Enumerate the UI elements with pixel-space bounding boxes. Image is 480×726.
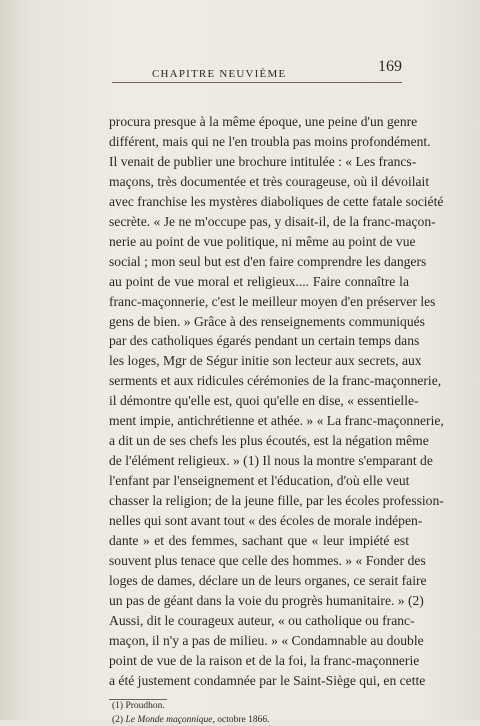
text-line: chasser la religion; de la jeune fille, par les écoles profession- (109, 493, 444, 509)
text-line: ment impie, antichrétienne et athée. » « La franc-maçonnerie, (109, 413, 444, 429)
text-line: procura presque à la même époque, une peine d'un genre (109, 114, 418, 129)
body-text (109, 112, 444, 691)
text-line: loges de dames, déclare un de leurs organes, ce serait faire (109, 572, 427, 588)
footnote-2-marker: (2) (112, 715, 124, 725)
footnote-1 (112, 700, 165, 712)
running-header (112, 56, 402, 83)
text-line: Aussi, dit le courageux auteur, « ou catholique ou franc- (109, 612, 415, 628)
text-line: au point de vue moral et religieux.... Faire connaître la (109, 273, 409, 289)
text-line: il démontre qu'elle est, quoi qu'elle en dise, « essentielle- (109, 393, 419, 409)
text-line: maçons, très documentée et très courageuse, où il dévoilait (109, 173, 430, 189)
text-line: maçon, il n'y a pas de milieu. » « Condamnable au double (109, 632, 424, 648)
text-line: un pas de géant dans la voie du progrès humanitaire. » (2) (109, 592, 424, 608)
text-line: par des catholiques égarés pendant un certain temps dans (109, 333, 420, 349)
text-line: dante » et des femmes, sachant que « leur impiété est (109, 533, 409, 549)
footnote-1-text: (1) Proudhon. (112, 701, 165, 711)
text-line: secrète. « Je ne m'occupe pas, y disait-il, de la franc-maçon- (109, 213, 436, 229)
text-line: avec franchise les mystères diaboliques de cette fatale société (109, 193, 444, 209)
text-line: l'enfant par l'enseignement et l'éducation, d'où elle veut (109, 473, 410, 489)
text-line: nelles qui sont avant tout « des écoles de morale indépen- (109, 513, 423, 529)
text-line: gens de bien. » Grâce à des renseignements communiqués (109, 313, 425, 329)
text-line: souvent plus tenace que celle des hommes. » « Fonder des (109, 552, 426, 568)
text-line: a été justement condamnée par le Saint-Siège qui, en cette (109, 672, 426, 688)
text-line: les loges, Mgr de Ségur initie son lecteur aux secrets, aux (109, 353, 422, 369)
chapter-title: CHAPITRE NEUVIÈME (152, 68, 287, 80)
text-line: social ; mon seul but est d'en faire comprendre les dangers (109, 253, 427, 269)
text-line: nerie au point de vue politique, ni même au point de vue (109, 233, 416, 249)
footnote-2-title: Le Monde maçonnique, (125, 715, 215, 725)
text-line: point de vue de la raison et de la foi, la franc-maçonnerie (109, 652, 420, 668)
footnote-2 (112, 714, 270, 726)
text-line: franc-maçonnerie, c'est le meilleur moyen d'en préserver les (109, 293, 436, 309)
text-line: différent, mais qui ne l'en troubla pas moins profondément. (109, 133, 431, 149)
text-line: de l'élément religieux. » (1) Il nous la montre s'emparant de (109, 453, 433, 469)
text-line: Il venait de publier une brochure intitulée : « Les francs- (109, 153, 417, 169)
footnote-2-date: octobre 1866. (217, 715, 270, 725)
text-line: serments et aux ridicules cérémonies de la franc-maçonnerie, (109, 373, 442, 389)
text-line: a dit un de ses chefs les plus écoutés, est la négation même (109, 433, 429, 449)
page-number: 169 (378, 58, 402, 75)
